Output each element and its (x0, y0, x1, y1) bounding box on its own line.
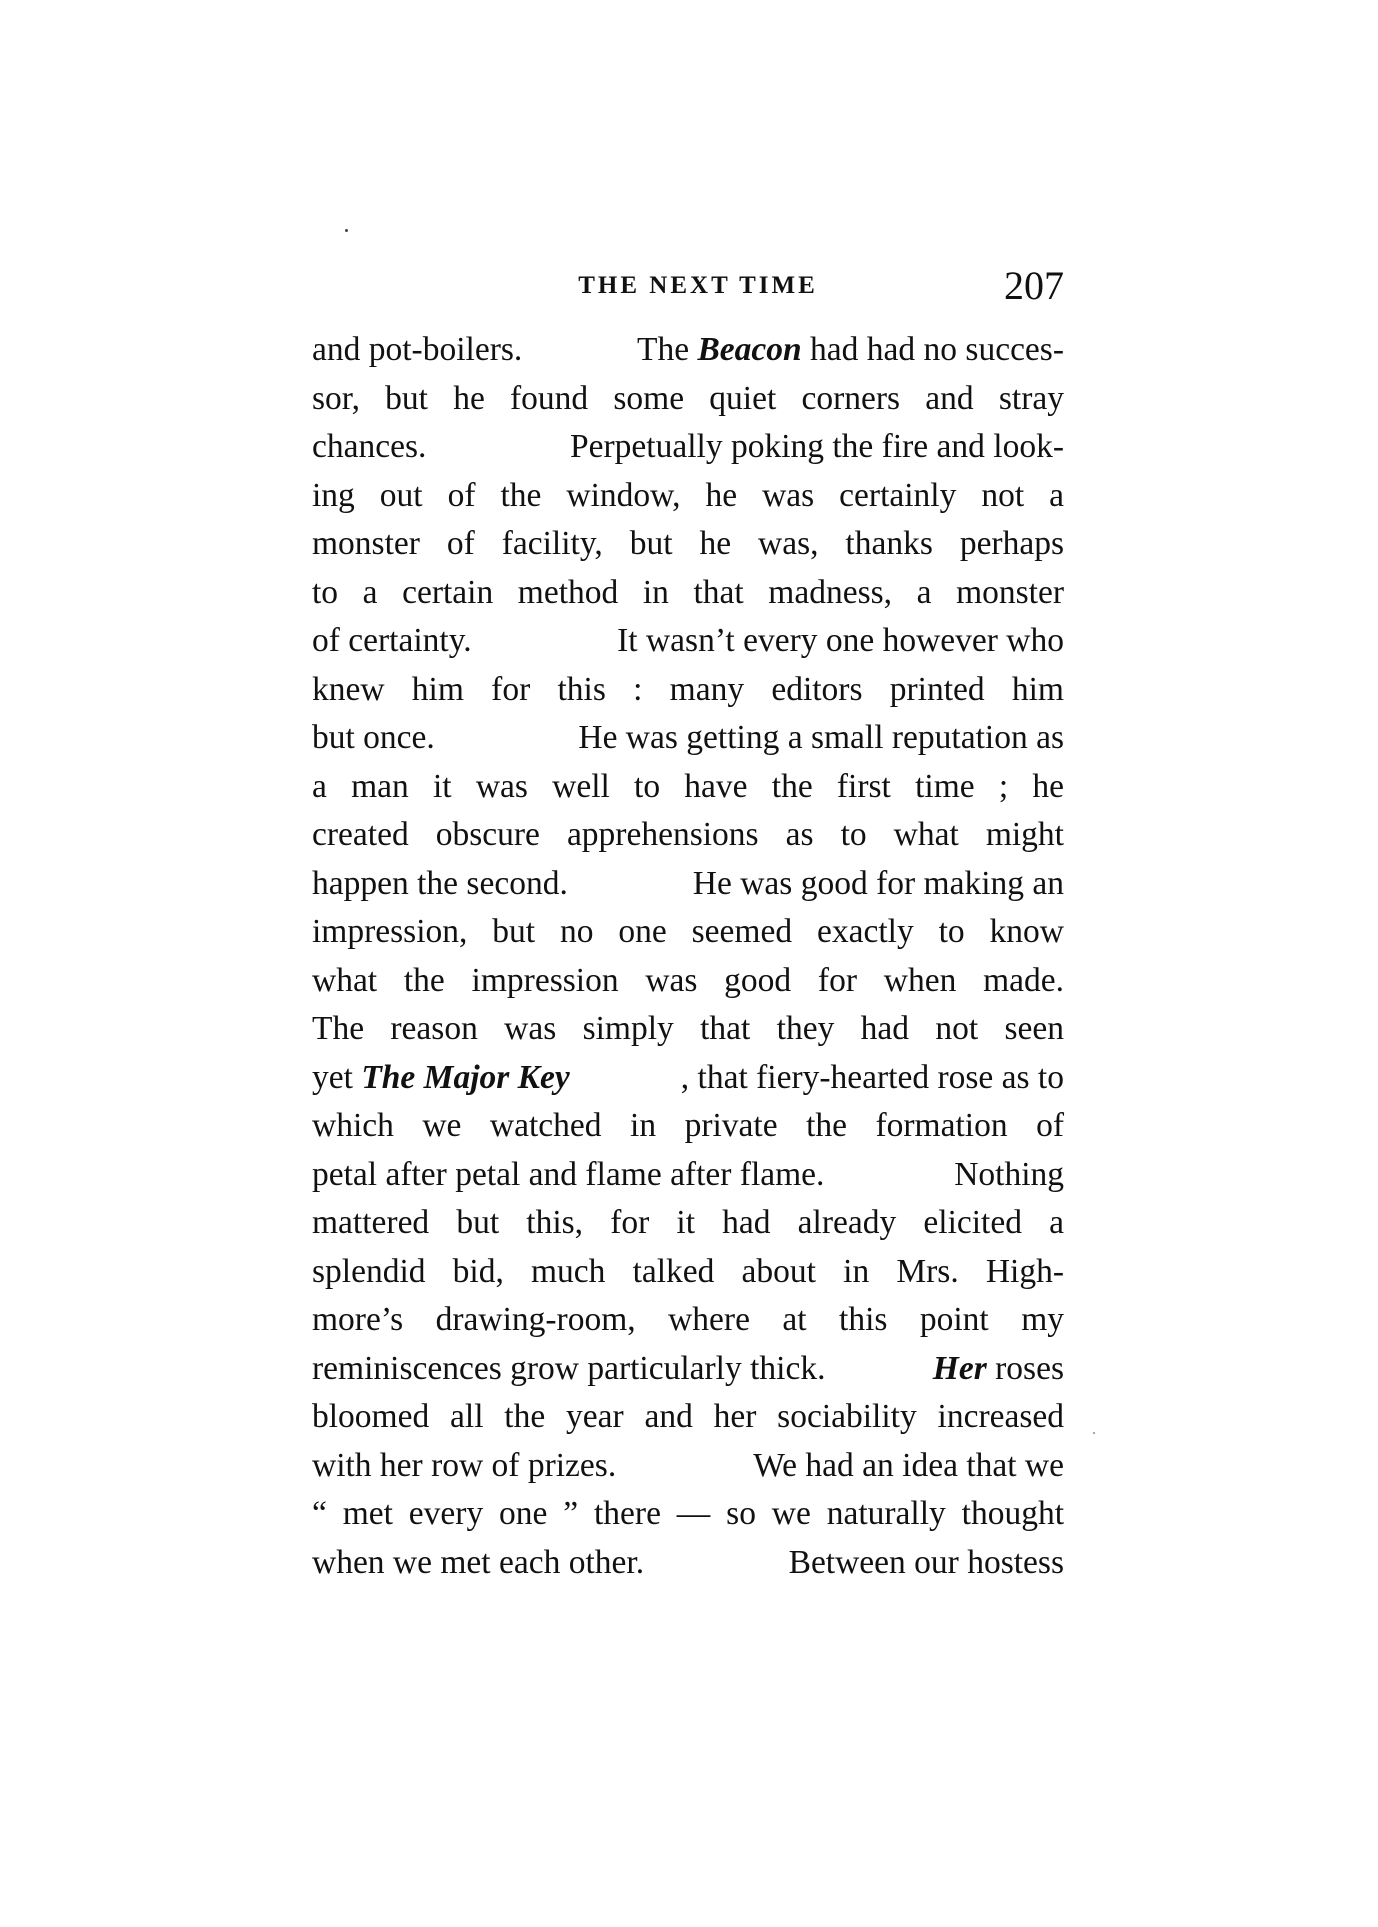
text-segment: reminiscences grow particularly thick. (312, 1349, 826, 1387)
text-segment: happen the second. (312, 864, 568, 902)
print-speck (345, 229, 348, 232)
text-segment: yet The Major Key (312, 1054, 570, 1103)
text-segment: which we watched in private the formation of (312, 1107, 1064, 1144)
text-segment: more’s drawing-room, where at this point my (312, 1301, 1064, 1338)
italic-title-major-key: The Major Key (361, 1058, 570, 1096)
text-segment: created obscure apprehensions as to what might (312, 816, 1064, 853)
text-segment: The Beacon had had no succes- (637, 326, 1064, 375)
text-segment: splendid bid, much talked about in Mrs. High- (312, 1252, 1064, 1290)
text-line (312, 1151, 1064, 1200)
text-segment: impression, but no one seemed exactly to know (312, 913, 1064, 950)
page-number: 207 (1004, 263, 1064, 308)
text-segment: He was good for making an (692, 864, 1064, 902)
text-segment: a man it was well to have the first time ; he (312, 767, 1064, 805)
print-speck (1093, 1432, 1095, 1434)
text-line (312, 617, 1064, 666)
text-segment: Perpetually poking the fire and look- (570, 428, 1064, 465)
text-line (312, 1345, 1064, 1394)
text-line (312, 1539, 1064, 1588)
text-segment: Between our hostess (788, 1543, 1064, 1581)
text-line (312, 666, 1064, 715)
text-line (312, 1442, 1064, 1491)
text-segment: “ met every one ” there — so we naturally thought (312, 1495, 1064, 1532)
text-segment: chances. (312, 428, 427, 465)
text-line (312, 1102, 1064, 1151)
text-line (312, 860, 1064, 909)
text-segment: bloomed all the year and her sociability increased (312, 1398, 1064, 1435)
body-text (312, 326, 1064, 1587)
text-segment: but once. (312, 719, 435, 756)
text-line (312, 1296, 1064, 1345)
text-line (312, 1490, 1064, 1539)
text-line (312, 1005, 1064, 1054)
text-segment: what the impression was good for when made. (312, 961, 1064, 999)
text-line (312, 811, 1064, 860)
text-segment: Her roses (933, 1345, 1064, 1394)
text-segment: and pot-boilers. (312, 331, 523, 368)
text-segment: , that fiery-hearted rose as to (680, 1058, 1064, 1096)
text-segment: The reason was simply that they had not seen (312, 1010, 1064, 1047)
text-line (312, 1393, 1064, 1442)
text-line (312, 569, 1064, 618)
text-segment: knew him for this : many editors printed him (312, 670, 1064, 708)
text-line (312, 326, 1064, 375)
italic-her: Her (932, 1349, 987, 1387)
text-segment: It wasn’t every one however who (617, 622, 1064, 659)
text-line (312, 1248, 1064, 1297)
text-segment: petal after petal and flame after flame. (312, 1155, 825, 1193)
text-segment: He was getting a small reputation as (578, 719, 1064, 756)
running-title: THE NEXT TIME (578, 272, 818, 299)
text-segment: Nothing (954, 1155, 1064, 1193)
text-segment: mattered but this, for it had already elicited a (312, 1204, 1064, 1241)
text-line (312, 1199, 1064, 1248)
text-segment: with her row of prizes. (312, 1446, 617, 1484)
text-line (312, 957, 1064, 1006)
italic-title-beacon: Beacon (697, 331, 802, 368)
text-segment: We had an idea that we (753, 1446, 1064, 1484)
text-line (312, 423, 1064, 472)
text-segment: when we met each other. (312, 1543, 645, 1581)
text-line (312, 1054, 1064, 1103)
text-segment: of certainty. (312, 622, 472, 659)
text-line (312, 375, 1064, 424)
text-line (312, 472, 1064, 521)
text-line (312, 908, 1064, 957)
text-segment: monster of facility, but he was, thanks perhaps (312, 525, 1064, 562)
text-segment: ing out of the window, he was certainly not a (312, 476, 1064, 514)
text-segment: sor, but he found some quiet corners and stray (312, 379, 1064, 417)
text-line (312, 763, 1064, 812)
text-segment: to a certain method in that madness, a monster (312, 573, 1064, 611)
text-line (312, 520, 1064, 569)
text-line (312, 714, 1064, 763)
running-head (312, 262, 1064, 322)
